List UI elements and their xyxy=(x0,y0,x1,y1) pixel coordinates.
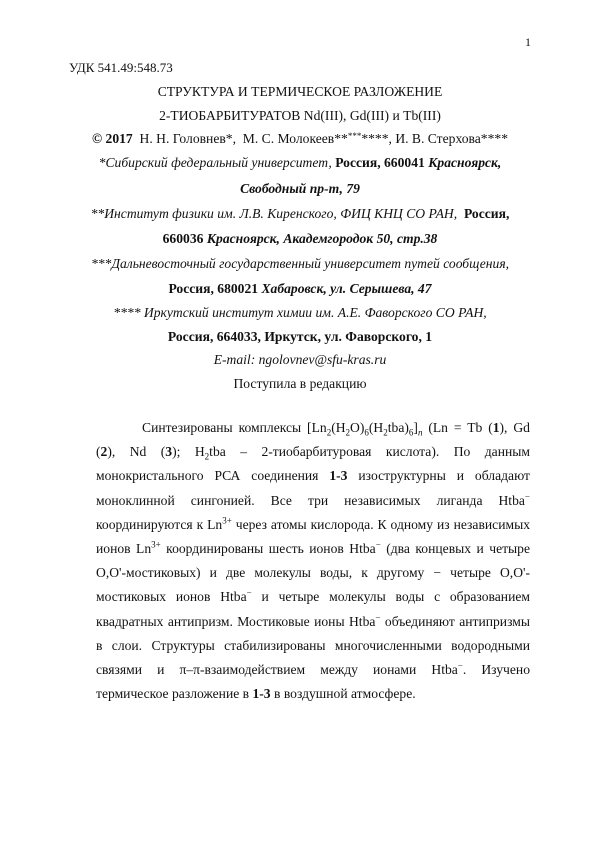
page-number: 1 xyxy=(525,35,531,49)
affiliation-3-line-1: ***Дальневосточный государственный университет путей сообщения, xyxy=(90,256,510,271)
subscript: 2 xyxy=(326,427,332,438)
aff-2-zip: 660036 xyxy=(162,231,204,246)
abstract-text: ), Gd ( xyxy=(96,420,530,460)
email: E-mail: ngolovnev@sfu-kras.ru xyxy=(213,352,387,367)
udk-code: УДК 541.49:548.73 xyxy=(69,60,173,75)
aff-3-country: Россия, 680021 xyxy=(168,281,259,296)
aff-2-address: Красноярск, Академгородок 50, стр.38 xyxy=(206,231,438,246)
subscript: 6 xyxy=(408,427,414,438)
subscript: n xyxy=(417,427,423,438)
superscript: 3+ xyxy=(151,539,161,550)
superscript: − xyxy=(246,587,252,598)
aff-1-country: Россия, 660041 xyxy=(335,155,425,170)
abstract-text: . Изучено термическое разложение в xyxy=(96,662,530,702)
subscript: 2 xyxy=(204,451,210,462)
author-2: М. С. Молокеев** xyxy=(242,131,348,146)
abstract-text: объединяют антипризмы в слои. Структуры стабилизированы многочисленными водородными связями и π–π-взаимодействием между ионами Htba xyxy=(96,613,530,678)
abstract xyxy=(96,416,530,706)
abstract-text: в воздушной атмосфере. xyxy=(270,686,416,702)
abstract-text: Синтезированы комплексы [Ln xyxy=(142,420,327,435)
abstract-text: (два концевых и четыре O,O'-мостиковых) и две молекулы воды, к другому − четыре O,O'-мостиковых ионов Htba xyxy=(96,541,531,605)
subscript: 2 xyxy=(345,427,351,438)
superscript: − xyxy=(457,660,463,671)
superscript: 3+ xyxy=(222,515,232,526)
compound-range: 1-3 xyxy=(329,468,348,484)
abstract-text: ), Nd ( xyxy=(107,444,166,460)
author-3: И. В. Стерхова**** xyxy=(395,131,508,146)
aff-1-city: Красноярск, xyxy=(428,155,502,170)
affiliation-2-line-2 xyxy=(60,231,540,247)
superscript: − xyxy=(524,491,530,502)
compound-range: 1-3 xyxy=(252,686,271,702)
abstract-text: tba) xyxy=(387,420,409,435)
compound-number: 3 xyxy=(165,444,173,460)
affiliation-4-line-1: **** Иркутский институт химии им. А.Е. Фаворского СО РАН, xyxy=(113,305,487,320)
aff-3-address: Хабаровск, ул. Серышева, 47 xyxy=(261,281,432,296)
abstract-text: через атомы кислорода. К одному из независимых ионов Ln xyxy=(96,516,530,557)
aff-1-institute: *Сибирский федеральный университет, xyxy=(98,155,332,170)
abstract-text: (Ln = Tb ( xyxy=(422,420,493,435)
authors-line xyxy=(60,131,540,147)
author-2-marks: *** xyxy=(347,131,362,141)
compound-number: 2 xyxy=(100,444,108,460)
abstract-text: координируются к Ln xyxy=(96,516,223,532)
abstract-text: (H xyxy=(331,420,346,435)
abstract-text: O) xyxy=(350,420,365,435)
superscript: − xyxy=(375,612,381,623)
abstract-text: (H xyxy=(368,420,384,435)
affiliation-2-line-1 xyxy=(60,206,540,222)
abstract-text: координированы шесть ионов Htba xyxy=(160,541,376,557)
affiliation-3-line-2 xyxy=(60,281,540,297)
author-2-rest: ****, xyxy=(361,131,392,146)
title-line-1: СТРУКТУРА И ТЕРМИЧЕСКОЕ РАЗЛОЖЕНИЕ xyxy=(157,84,443,99)
affiliation-1-line-1 xyxy=(60,155,540,171)
aff-2-country: Россия, xyxy=(463,206,510,221)
subscript: 2 xyxy=(383,427,388,438)
abstract-text: tba – 2-тиобарбитуровая кислота). По данным монокристального РСА соединения xyxy=(96,444,530,484)
abstract-text: изоструктурны и обладают моноклинной сингонией. Все три независимых лиганда Htba xyxy=(96,468,530,508)
copyright: © 2017 xyxy=(91,131,133,146)
author-1: Н. Н. Головнев*, xyxy=(139,131,236,146)
compound-number: 1 xyxy=(492,420,500,435)
superscript: − xyxy=(375,539,381,550)
affiliation-4-line-2: Россия, 664033, Иркутск, ул. Фаворского, 1 xyxy=(167,329,433,344)
affiliation-1-line-2: Свободный пр-т, 79 xyxy=(240,181,360,196)
aff-2-institute: **Институт физики им. Л.В. Киренского, ФИЦ КНЦ СО РАН, xyxy=(90,206,458,221)
abstract-text: ] xyxy=(413,420,418,435)
abstract-text: и четыре молекулы воды с образованием квадратных антипризм. Мостиковые ионы Htba xyxy=(96,589,530,629)
abstract-text: ); H xyxy=(172,444,205,460)
received-note: Поступила в редакцию xyxy=(233,376,367,391)
title-line-2: 2-ТИОБАРБИТУРАТОВ Nd(III), Gd(III) и Tb(III) xyxy=(159,108,441,123)
subscript: 6 xyxy=(364,427,369,438)
